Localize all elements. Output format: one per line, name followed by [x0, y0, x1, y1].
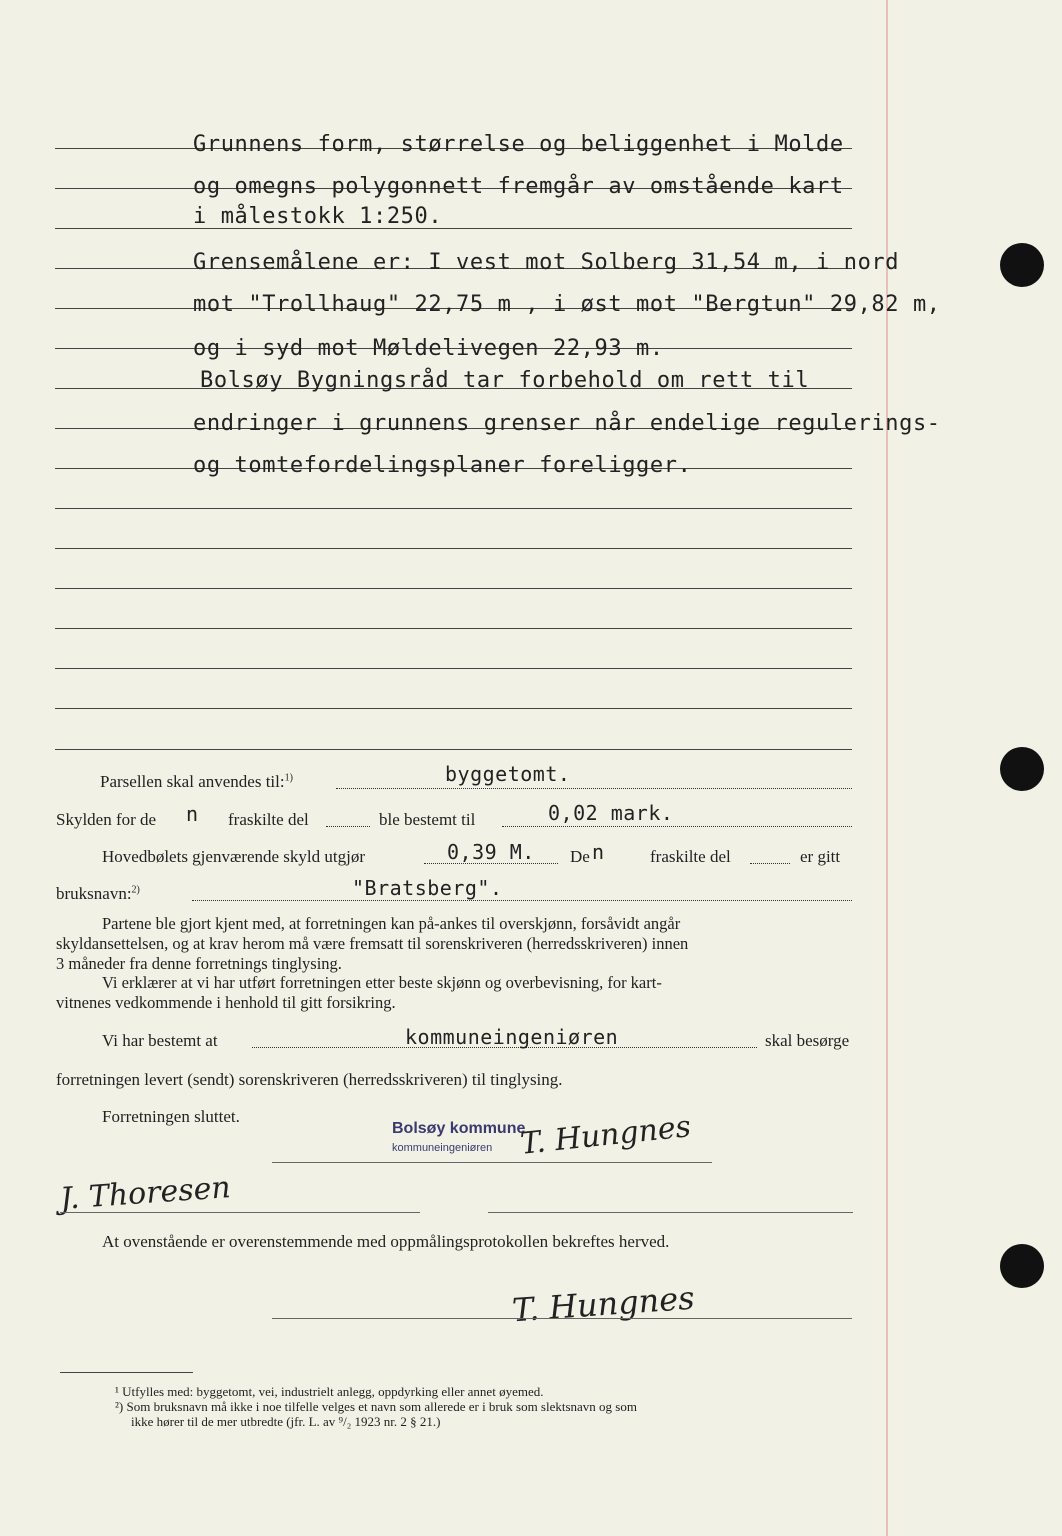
skylden-value: 0,02 mark.: [548, 801, 674, 825]
ruled-line: [55, 628, 852, 629]
typed-line: Grunnens form, størrelse og beliggenhet i Molde: [193, 132, 844, 157]
municipal-stamp: Bolsøy kommune kommuneingeniøren: [392, 1120, 526, 1154]
declaration-paragraph: Vi erklærer at vi har utført forretningen etter beste skjønn og overbevisning, for kart- vitnenes vedkommende i henhold til gitt forsikring.: [56, 973, 662, 1012]
typed-line: mot "Trollhaug" 22,75 m , i øst mot "Bergtun" 29,82 m,: [193, 292, 941, 317]
typed-line: endringer i grunnens grenser når endelige regulerings-: [193, 411, 941, 436]
ruled-line: [55, 548, 852, 549]
ruled-line: [55, 508, 852, 509]
punch-hole-bottom: [1000, 1244, 1044, 1288]
typed-line: Grensemålene er: I vest mot Solberg 31,54 m, i nord: [193, 250, 900, 275]
bestemt-suffix: skal besørge: [765, 1031, 850, 1050]
den-prefix: De: [570, 847, 590, 866]
ruled-line: [55, 668, 852, 669]
bestemt-value: kommuneingeniøren: [405, 1025, 619, 1049]
signature-left-line: [60, 1212, 420, 1213]
signature-right-line: [272, 1162, 712, 1163]
den-mid: fraskilte del: [650, 847, 731, 866]
levert-line: forretningen levert (sendt) sorenskriveren (herredsskriveren) til tinglysing.: [56, 1070, 563, 1089]
ruled-line: [55, 749, 852, 750]
typed-line: og tomtefordelingsplaner foreligger.: [193, 453, 692, 478]
hovedbolet-label: Hovedbølets gjenværende skyld utgjør: [102, 847, 365, 866]
punch-hole-middle: [1000, 747, 1044, 791]
skylden-dotline-b: [502, 826, 852, 827]
ruled-line: [55, 228, 852, 229]
parsellen-value: byggetomt.: [445, 762, 571, 786]
bruksnavn-value: "Bratsberg".: [352, 876, 503, 900]
typed-line: i målestokk 1:250.: [193, 204, 443, 229]
bestemt-prefix: Vi har bestemt at: [102, 1031, 218, 1050]
footnotes: ¹ Utfylles med: byggetomt, vei, industrielt anlegg, oppdyrking eller annet øyemed. ²) Som bruksnavn må ikke i noe tilfelle velges et navn som allerede er i bruk som slektsnavn og som ikke hører til de mer utbredte (jfr. L. av ⁹/₂ 1923 nr. 2 § 21.): [115, 1384, 637, 1429]
parsellen-label: Parsellen skal anvendes til:$^{1)}$: [100, 772, 293, 791]
bruksnavn-label: bruksnavn:$^{2)}$: [56, 884, 140, 903]
signature-bottom-line: [272, 1318, 852, 1319]
typed-line: Bolsøy Bygningsråd tar forbehold om rett til: [200, 368, 810, 393]
sluttet-text: Forretningen sluttet.: [102, 1107, 240, 1126]
hovedbolet-value: 0,39 M.: [447, 840, 535, 864]
ruled-line: [55, 588, 852, 589]
skylden-suffix: n: [186, 802, 199, 826]
skylden-prefix: Skylden for de: [56, 810, 157, 829]
skylden-mid2: ble bestemt til: [379, 810, 476, 829]
den-suffix-text: er gitt: [800, 847, 841, 866]
skylden-mid: fraskilte del: [228, 810, 309, 829]
punch-hole-top: [1000, 243, 1044, 287]
signature-left: J. Thoresen: [58, 1170, 232, 1217]
skylden-dotline-a: [326, 826, 370, 827]
den-suffix: n: [592, 840, 605, 864]
parsellen-dotline: [336, 788, 852, 789]
signature-bottom: T. Hungnes: [510, 1278, 696, 1330]
margin-line: [886, 0, 888, 1536]
signature-right: T. Hungnes: [518, 1109, 693, 1162]
typed-line: og i syd mot Møldelivegen 22,93 m.: [193, 336, 664, 361]
footnote-rule: [60, 1372, 193, 1373]
bekreftes-text: At ovenstående er overenstemmende med oppmålingsprotokollen bekreftes herved.: [102, 1232, 670, 1251]
bruksnavn-dotline: [192, 900, 852, 901]
ruled-line: [55, 708, 852, 709]
den-dotline: [750, 863, 790, 864]
appeal-paragraph: Partene ble gjort kjent med, at forretningen kan på-ankes til overskjønn, forsåvidt angår skyldansettelsen, og at krav herom må være fremsatt til sorenskriveren (herredsskriveren) innen 3 måneder fra denne forretnings tinglysing.: [56, 914, 689, 973]
typed-line: og omegns polygonnett fremgår av omstående kart: [193, 174, 844, 199]
signature-right-line-2: [488, 1212, 853, 1213]
